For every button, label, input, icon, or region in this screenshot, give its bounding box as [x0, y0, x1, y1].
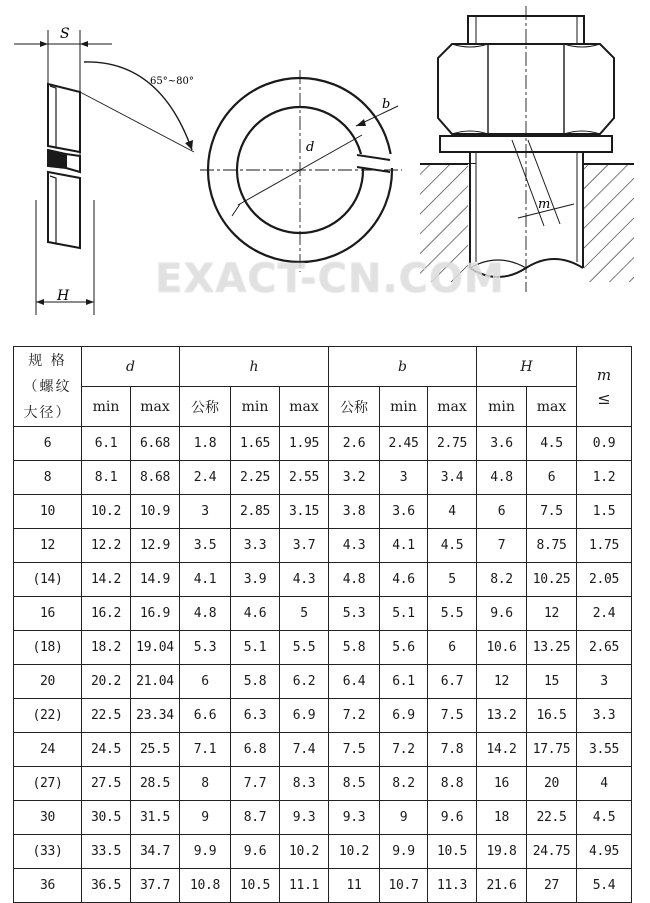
value-cell: 8.7	[231, 801, 280, 835]
value-cell: 2.25	[231, 461, 280, 495]
spring-washer-dimension-table	[13, 346, 632, 903]
value-cell: 22.5	[527, 801, 577, 835]
value-cell: 3.6	[380, 495, 428, 529]
value-cell: 3.4	[428, 461, 477, 495]
value-cell: 8.8	[428, 767, 477, 801]
size-cell: 10	[14, 495, 82, 529]
value-cell: 18	[477, 801, 527, 835]
value-cell: 9.9	[180, 835, 231, 869]
washer-drawing	[0, 0, 650, 335]
value-cell: 10.7	[380, 869, 428, 903]
table-row	[14, 427, 632, 461]
value-cell: 5.8	[329, 631, 380, 665]
value-cell: 25.5	[131, 733, 180, 767]
header-m-leq: ≤	[597, 388, 611, 408]
value-cell: 4.5	[527, 427, 577, 461]
table-row	[14, 461, 632, 495]
size-cell: 8	[14, 461, 82, 495]
size-cell: (33)	[14, 835, 82, 869]
value-cell: 18.2	[82, 631, 131, 665]
value-cell: 2.55	[280, 461, 329, 495]
value-cell: 16.9	[131, 597, 180, 631]
value-cell: 6	[180, 665, 231, 699]
value-cell: 7	[477, 529, 527, 563]
value-cell: 10.9	[131, 495, 180, 529]
value-cell: 10.2	[329, 835, 380, 869]
table-row	[14, 495, 632, 529]
size-cell: (18)	[14, 631, 82, 665]
value-cell: 9	[380, 801, 428, 835]
technical-drawing-svg	[0, 0, 650, 335]
value-cell: 16.5	[527, 699, 577, 733]
value-cell: 8	[180, 767, 231, 801]
value-cell: 16	[477, 767, 527, 801]
subheader-b-min: min	[380, 387, 428, 427]
value-cell: 17.75	[527, 733, 577, 767]
value-cell: 7.2	[380, 733, 428, 767]
value-cell: 27.5	[82, 767, 131, 801]
value-cell: 10.2	[280, 835, 329, 869]
value-cell: 8.3	[280, 767, 329, 801]
value-cell: 4.8	[329, 563, 380, 597]
subheader-h-nominal: 公称	[180, 387, 231, 427]
size-cell: (14)	[14, 563, 82, 597]
value-cell: 2.4	[180, 461, 231, 495]
value-cell: 3.55	[577, 733, 632, 767]
value-cell: 11.3	[428, 869, 477, 903]
value-cell: 3.2	[329, 461, 380, 495]
table-row	[14, 665, 632, 699]
subheader-b-nominal: 公称	[329, 387, 380, 427]
size-cell: 6	[14, 427, 82, 461]
value-cell: 6	[527, 461, 577, 495]
value-cell: 5.4	[577, 869, 632, 903]
size-cell: 16	[14, 597, 82, 631]
value-cell: 9.6	[231, 835, 280, 869]
value-cell: 4.5	[428, 529, 477, 563]
value-cell: 2.6	[329, 427, 380, 461]
value-cell: 37.7	[131, 869, 180, 903]
value-cell: 6.8	[231, 733, 280, 767]
value-cell: 8.75	[527, 529, 577, 563]
value-cell: 3.8	[329, 495, 380, 529]
value-cell: 31.5	[131, 801, 180, 835]
value-cell: 6.1	[380, 665, 428, 699]
value-cell: 9.6	[477, 597, 527, 631]
size-cell: 12	[14, 529, 82, 563]
table-row	[14, 529, 632, 563]
value-cell: 3	[380, 461, 428, 495]
header-corner	[14, 347, 82, 427]
washer-top-view	[200, 70, 402, 272]
value-cell: 4.3	[280, 563, 329, 597]
header-group-H: H	[477, 347, 577, 387]
value-cell: 9.3	[280, 801, 329, 835]
value-cell: 4.1	[180, 563, 231, 597]
value-cell: 9.9	[380, 835, 428, 869]
size-cell: 30	[14, 801, 82, 835]
value-cell: 1.8	[180, 427, 231, 461]
header-m-symbol: m	[596, 365, 612, 384]
header-group-h: h	[180, 347, 329, 387]
value-cell: 5	[280, 597, 329, 631]
size-cell: (22)	[14, 699, 82, 733]
value-cell: 33.5	[82, 835, 131, 869]
value-cell: 11.1	[280, 869, 329, 903]
value-cell: 3.3	[231, 529, 280, 563]
subheader-h-min: min	[231, 387, 280, 427]
watermark-text: EXACT-CN.COM	[155, 256, 505, 302]
value-cell: 28.5	[131, 767, 180, 801]
value-cell: 5.3	[180, 631, 231, 665]
value-cell: 22.5	[82, 699, 131, 733]
subheader-H-max: max	[527, 387, 577, 427]
value-cell: 5.8	[231, 665, 280, 699]
value-cell: 4	[428, 495, 477, 529]
value-cell: 7.5	[527, 495, 577, 529]
value-cell: 9.3	[329, 801, 380, 835]
header-group-m	[577, 347, 632, 427]
value-cell: 6	[477, 495, 527, 529]
subheader-d-min: min	[82, 387, 131, 427]
value-cell: 8.2	[477, 563, 527, 597]
value-cell: 7.8	[428, 733, 477, 767]
value-cell: 21.6	[477, 869, 527, 903]
value-cell: 6.9	[380, 699, 428, 733]
label-d: d	[306, 140, 315, 155]
value-cell: 5.1	[231, 631, 280, 665]
value-cell: 7.7	[231, 767, 280, 801]
value-cell: 19.04	[131, 631, 180, 665]
value-cell: 5.1	[380, 597, 428, 631]
corner-line-2: （螺纹	[23, 378, 72, 395]
value-cell: 14.2	[82, 563, 131, 597]
value-cell: 4.1	[380, 529, 428, 563]
value-cell: 10.6	[477, 631, 527, 665]
header-group-d: d	[82, 347, 180, 387]
value-cell: 20.2	[82, 665, 131, 699]
value-cell: 5.5	[428, 597, 477, 631]
value-cell: 4.8	[180, 597, 231, 631]
value-cell: 13.2	[477, 699, 527, 733]
value-cell: 11	[329, 869, 380, 903]
table-row	[14, 631, 632, 665]
value-cell: 2.05	[577, 563, 632, 597]
header-row-sub	[14, 387, 632, 427]
value-cell: 5.3	[329, 597, 380, 631]
value-cell: 21.04	[131, 665, 180, 699]
value-cell: 0.9	[577, 427, 632, 461]
size-cell: 24	[14, 733, 82, 767]
value-cell: 4	[577, 767, 632, 801]
value-cell: 4.6	[231, 597, 280, 631]
label-s: S	[60, 26, 70, 42]
value-cell: 8.5	[329, 767, 380, 801]
subheader-d-max: max	[131, 387, 180, 427]
value-cell: 12.2	[82, 529, 131, 563]
value-cell: 3.9	[231, 563, 280, 597]
value-cell: 2.65	[577, 631, 632, 665]
value-cell: 2.45	[380, 427, 428, 461]
value-cell: 10.8	[180, 869, 231, 903]
value-cell: 10.2	[82, 495, 131, 529]
value-cell: 4.5	[577, 801, 632, 835]
table-row	[14, 597, 632, 631]
table-row	[14, 869, 632, 903]
label-angle: 65°~80°	[150, 76, 194, 87]
value-cell: 6.7	[428, 665, 477, 699]
value-cell: 2.4	[577, 597, 632, 631]
value-cell: 24.5	[82, 733, 131, 767]
value-cell: 10.5	[231, 869, 280, 903]
value-cell: 8.1	[82, 461, 131, 495]
value-cell: 9.6	[428, 801, 477, 835]
value-cell: 3.3	[577, 699, 632, 733]
table-row	[14, 699, 632, 733]
value-cell: 6.3	[231, 699, 280, 733]
value-cell: 7.5	[329, 733, 380, 767]
value-cell: 6.1	[82, 427, 131, 461]
size-cell: 36	[14, 869, 82, 903]
corner-line-3: 大径）	[23, 404, 72, 421]
corner-line-1: 规 格	[28, 352, 67, 369]
value-cell: 2.85	[231, 495, 280, 529]
table-row	[14, 733, 632, 767]
value-cell: 3	[577, 665, 632, 699]
value-cell: 5	[428, 563, 477, 597]
value-cell: 1.75	[577, 529, 632, 563]
value-cell: 6.9	[280, 699, 329, 733]
value-cell: 15	[527, 665, 577, 699]
value-cell: 1.5	[577, 495, 632, 529]
value-cell: 10.5	[428, 835, 477, 869]
value-cell: 24.75	[527, 835, 577, 869]
value-cell: 3.5	[180, 529, 231, 563]
value-cell: 13.25	[527, 631, 577, 665]
value-cell: 1.65	[231, 427, 280, 461]
table-body	[14, 427, 632, 903]
label-m: m	[538, 197, 551, 212]
value-cell: 6.6	[180, 699, 231, 733]
washer-side-view	[14, 30, 194, 315]
table-row	[14, 835, 632, 869]
value-cell: 1.2	[577, 461, 632, 495]
value-cell: 14.9	[131, 563, 180, 597]
value-cell: 19.8	[477, 835, 527, 869]
value-cell: 3.7	[280, 529, 329, 563]
value-cell: 6.2	[280, 665, 329, 699]
value-cell: 4.3	[329, 529, 380, 563]
value-cell: 12	[477, 665, 527, 699]
value-cell: 5.5	[280, 631, 329, 665]
value-cell: 3	[180, 495, 231, 529]
value-cell: 9	[180, 801, 231, 835]
header-group-b: b	[329, 347, 477, 387]
value-cell: 3.6	[477, 427, 527, 461]
value-cell: 23.34	[131, 699, 180, 733]
value-cell: 7.1	[180, 733, 231, 767]
value-cell: 2.75	[428, 427, 477, 461]
value-cell: 7.2	[329, 699, 380, 733]
label-b: b	[382, 97, 391, 112]
value-cell: 10.25	[527, 563, 577, 597]
assembly-section	[420, 6, 634, 292]
value-cell: 20	[527, 767, 577, 801]
value-cell: 4.8	[477, 461, 527, 495]
value-cell: 7.5	[428, 699, 477, 733]
value-cell: 12.9	[131, 529, 180, 563]
label-h-side: H	[57, 288, 70, 304]
value-cell: 3.15	[280, 495, 329, 529]
header-row-groups	[14, 347, 632, 387]
value-cell: 4.6	[380, 563, 428, 597]
value-cell: 8.2	[380, 767, 428, 801]
table-row	[14, 767, 632, 801]
subheader-b-max: max	[428, 387, 477, 427]
value-cell: 8.68	[131, 461, 180, 495]
value-cell: 36.5	[82, 869, 131, 903]
value-cell: 1.95	[280, 427, 329, 461]
size-cell: (27)	[14, 767, 82, 801]
value-cell: 6.4	[329, 665, 380, 699]
value-cell: 6	[428, 631, 477, 665]
value-cell: 4.95	[577, 835, 632, 869]
value-cell: 6.68	[131, 427, 180, 461]
value-cell: 34.7	[131, 835, 180, 869]
value-cell: 7.4	[280, 733, 329, 767]
value-cell: 27	[527, 869, 577, 903]
size-cell: 20	[14, 665, 82, 699]
table-row	[14, 563, 632, 597]
subheader-h-max: max	[280, 387, 329, 427]
value-cell: 5.6	[380, 631, 428, 665]
value-cell: 12	[527, 597, 577, 631]
value-cell: 16.2	[82, 597, 131, 631]
subheader-H-min: min	[477, 387, 527, 427]
value-cell: 14.2	[477, 733, 527, 767]
table-row	[14, 801, 632, 835]
value-cell: 30.5	[82, 801, 131, 835]
